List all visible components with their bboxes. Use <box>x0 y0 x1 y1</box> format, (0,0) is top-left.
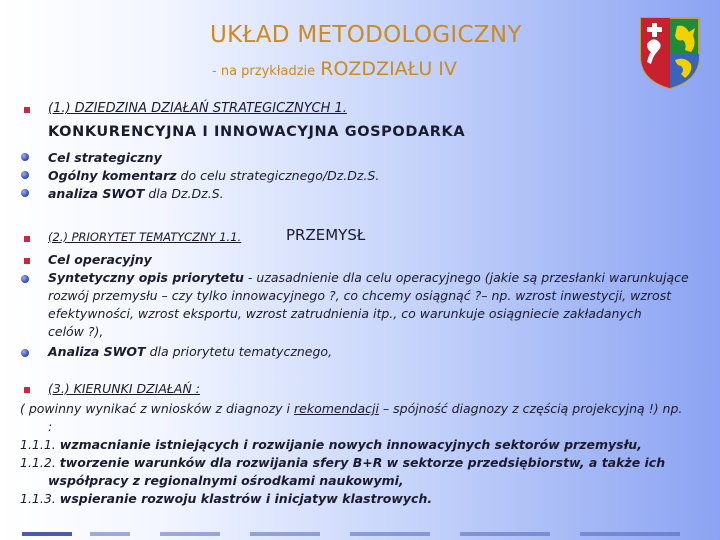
bullet-dot-icon <box>21 153 29 161</box>
section3-item: 1.1.3. wspieranie rozwoju klastrów i inicjatyw klastrowych. <box>20 491 433 506</box>
page-subtitle <box>212 58 457 80</box>
section2-bullet-square <box>24 258 30 264</box>
section1-item: Ogólny komentarz do celu strategicznego/Dz.Dz.S. <box>48 168 380 183</box>
section2-swot: Analiza SWOT dla priorytetu tematycznego, <box>48 344 333 359</box>
section3-item: 1.1.1. wzmacnianie istniejących i rozwijanie nowych innowacyjnych sektorów przemysłu, <box>20 437 642 452</box>
section1-heading: (1.) DZIEDZINA DZIAŁAŃ STRATEGICZNYCH 1. <box>48 101 347 116</box>
section2-cel: Cel operacyjny <box>48 252 152 267</box>
bullet-dot-icon <box>21 349 29 357</box>
section2-heading-big: PRZEMYSŁ <box>286 226 366 244</box>
section1-heading-caps: KONKURENCYJNA I INNOWACYJNA GOSPODARKA <box>48 124 466 140</box>
coat-of-arms-crest-icon <box>637 14 703 90</box>
bullet-dot-icon <box>21 275 29 283</box>
section3-note-colon: : <box>48 419 53 434</box>
page-title: UKŁAD METODOLOGICZNY <box>210 22 522 48</box>
clipped-text-strip <box>0 532 720 540</box>
rekomendacji-link[interactable]: rekomendacji <box>294 401 379 416</box>
section3-note: ( powinny wynikać z wniosków z diagnozy i rekomendacji – spójność diagnozy z częścią projekcyjną !) np. <box>20 401 683 416</box>
section2-heading: (2.) PRIORYTET TEMATYCZNY 1.1. <box>48 230 242 244</box>
section1-bullet-square <box>24 107 30 113</box>
section2-synteza-line: celów ?), <box>48 324 104 339</box>
bullet-dot-icon <box>21 171 29 179</box>
section3-item: 1.1.2. tworzenie warunków dla rozwijania sfery B+R w sektorze przedsiębiorstw, a także ich <box>20 455 666 470</box>
section2-synteza-line: rozwój przemysłu – czy tylko innowacyjnego ?, co chcemy osiągnąć ?– np. wzrost inwestycji, wzrost <box>48 288 672 303</box>
subtitle-prefix: - na przykładzie <box>212 64 316 79</box>
subtitle-main: ROZDZIAŁU IV <box>320 58 457 80</box>
section3-bullet-square <box>24 387 30 393</box>
section3-heading: (3.) KIERUNKI DZIAŁAŃ : <box>48 381 201 396</box>
section1-item: analiza SWOT dla Dz.Dz.S. <box>48 186 224 201</box>
section1-item: Cel strategiczny <box>48 150 162 165</box>
section2-synteza-line: Syntetyczny opis priorytetu - uzasadnienie dla celu operacyjnego (jakie są przesłanki warunkujące <box>48 270 689 285</box>
section2-bullet-square <box>24 236 30 242</box>
section2-synteza-line: efektywności, wzrost eksportu, wzrost zatrudnienia itp., co warunkuje osiągniecie zakładanych <box>48 306 642 321</box>
section3-item-continued: współpracy z regionalnymi ośrodkami naukowymi, <box>48 473 404 488</box>
bullet-dot-icon <box>21 189 29 197</box>
